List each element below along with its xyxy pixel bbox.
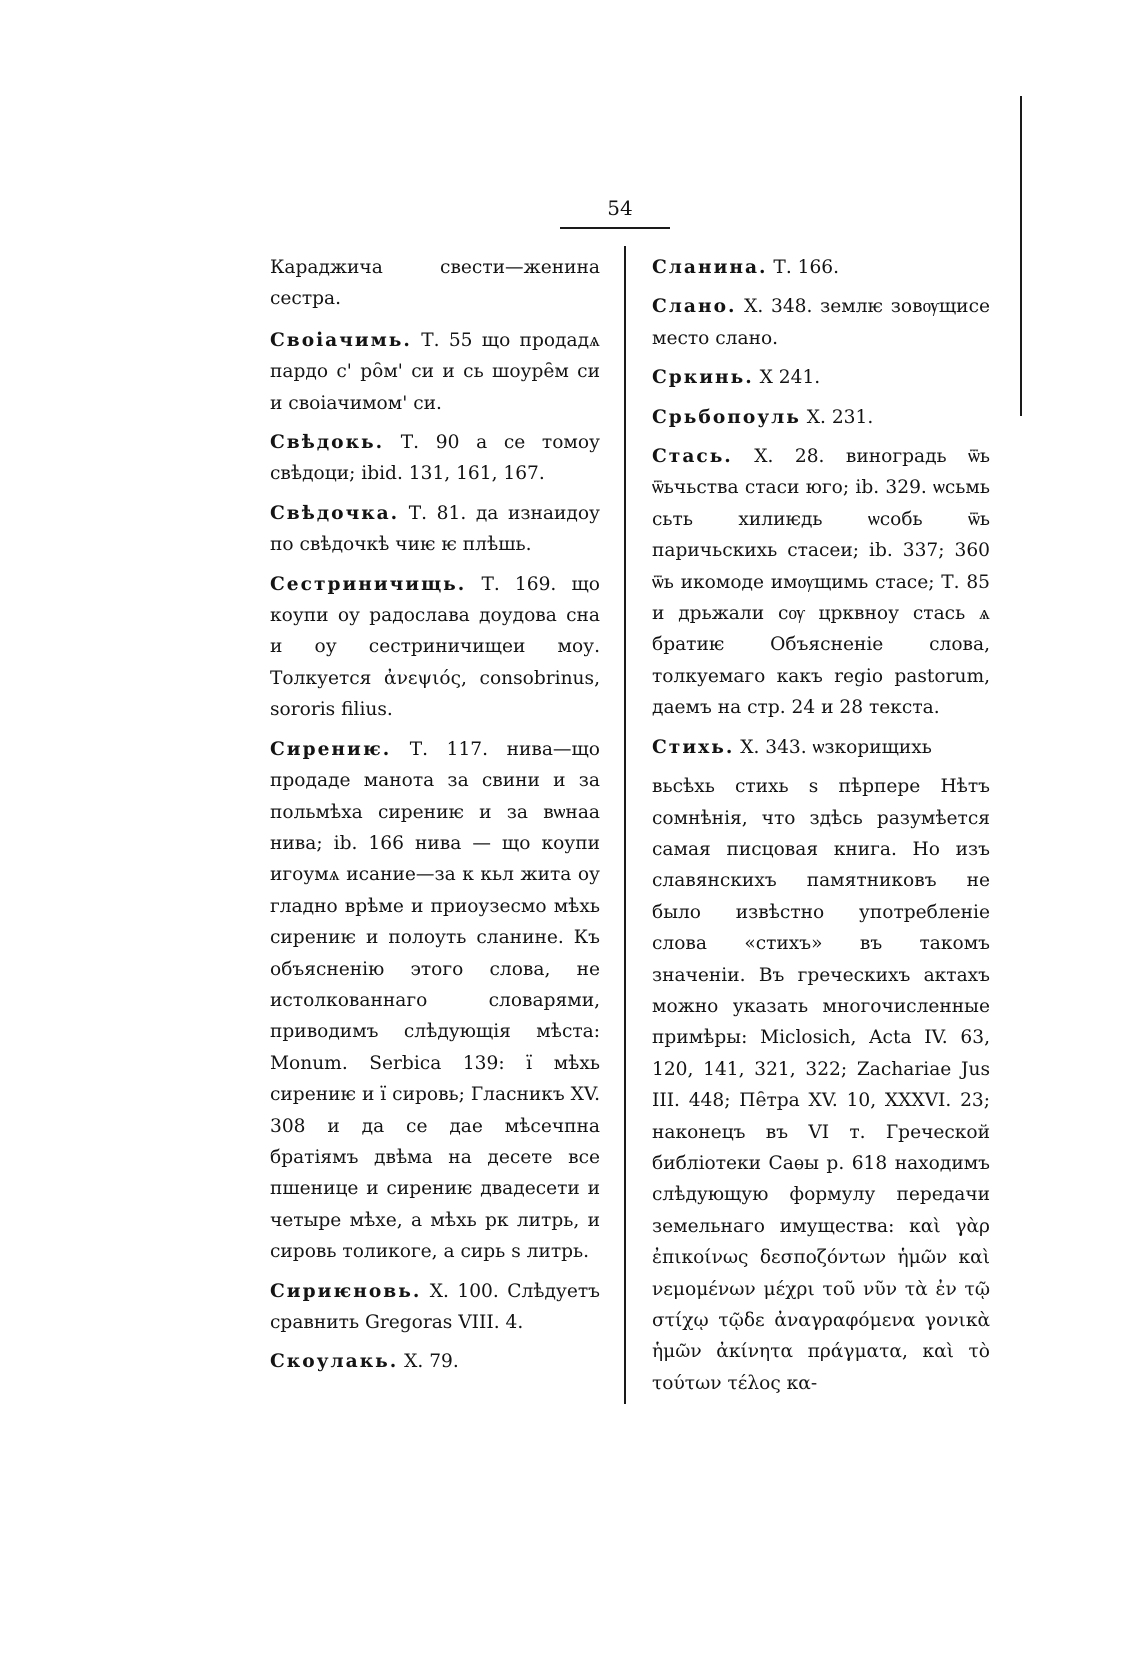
dictionary-entry [652, 362, 990, 393]
dictionary-entry [270, 1276, 600, 1339]
entry-headword: Свѣдокь. [270, 432, 385, 454]
dictionary-entry [652, 402, 990, 433]
entry-text: Т. 166. [773, 257, 840, 278]
entry-headword: Сланина. [652, 257, 768, 278]
header-rule [560, 227, 670, 229]
page-edge-line [1020, 96, 1022, 416]
entry-headword: Сркинь. [652, 367, 754, 389]
dictionary-entry [270, 734, 600, 1268]
entry-headword: Свѣдочка. [270, 502, 400, 524]
dictionary-entry [270, 427, 600, 490]
dictionary-entry [652, 441, 990, 724]
entry-headword: Стась. [652, 446, 733, 468]
entry-headword: Скоулакь. [270, 1351, 399, 1373]
right-column [652, 252, 990, 1409]
dictionary-entry [270, 1346, 600, 1377]
entry-text: Т. 169. що коупи оу радослава доудова сна и оу сестриничищеи моу. Толкуется ἀνεψιός, consobrinus, sororis filius. [270, 573, 600, 721]
entry-text: Т. 81. да изнаидоу по свѣдочкѣ чиѥ ѥ плѣшь. [270, 502, 600, 556]
dictionary-entry [652, 291, 990, 354]
entry-headword: Стихь. [652, 736, 735, 758]
dictionary-entry [270, 569, 600, 726]
entry-text: Х. 348. землѥ зовѹщисе место слано. [652, 296, 990, 349]
dictionary-entry [652, 771, 990, 1399]
entry-text: Т. 55 що продадѧ пардо с' ро̑м' си и сь шоуре̑м си и своіачимом' си. [270, 329, 600, 414]
entry-headword: Сириѥновь. [270, 1280, 422, 1302]
entry-headword: Слано. [652, 296, 737, 318]
entry-text: Т. 117. нива—що продаде манота за свини и за польмѣха сирениѥ и за вѡнаа нива; ib. 166 нива — що коупи игоумѧ исание—за к кьл жита оу гладно врѣме и приоузесмо мѣхь сирениѥ и полоуть сланине. Къ объясненію этого слова, не истолкованнаго словарями, приводимъ слѣдующія мѣста: Monum. Serbica 139: ї мѣхь сирениѥ и ї сировь; Гласникъ XV. 308 и да се дае мѣсечпна братіямъ двѣма на десете все пшенице и сирениѥ двадесети и четыре мѣхе, а мѣхь рк литрь, и сировь толикоге, а сирь ѕ литрь. [270, 738, 600, 1263]
dictionary-entry [652, 732, 990, 763]
entry-text: вьсѣхь стихь ѕ пѣрпере Нѣтъ сомнѣнія, что здѣсь разумѣется самая писцовая книга. Но изъ славянскихъ памятниковъ не было извѣстно употребленіе слова «стихъ» въ такомъ значеніи. Въ греческихъ актахъ можно указать многочисленные примѣры: Miclosich, Acta IV. 63, 120, 141, 321, 322; Zachariae Jus III. 448; Пе̑тра XV. 10, XXXVI. 23; наконецъ въ VI т. Греческой библіотеки Саѳы р. 618 находимъ слѣдующую формулу передачи земельнаго имущества: καὶ γὰρ ἐπικοίνως δεσποζόντων ἡμῶν καὶ νεμομένων μέχρι τοῦ νῦν τὰ ἐν τῷ στίχῳ τῷδε ἀναγραφόμενα γονικὰ ἡμῶν ἀκίνητα πράγματα, καὶ τὸ τούτων τέλος κα- [652, 776, 990, 1394]
entry-text: Х. 28. виноградь ѿь ѿьчьства стаси юго; ib. 329. ѡсьмь сьть хилиѥдь ѡсобь ѿь паричьскихь стасеи; ib. 337; 360 ѿь икомоде имѹщимь стасе; Т. 85 и дрьжали сѹ црквноу стась ѧ братиѥ Объясненіе слова, толкуемаго какъ regio pastorum, даемъ на стр. 24 и 28 текста. [652, 446, 990, 719]
entry-text: Х. 231. [806, 406, 874, 428]
dictionary-entry [270, 325, 600, 419]
entry-headword: Своіачимь. [270, 329, 412, 351]
dictionary-entry [270, 498, 600, 561]
entry-headword: Сестриничищь. [270, 573, 467, 595]
entry-text: Х. 79. [404, 1351, 459, 1373]
entry-headword: Срьбопоуль [652, 406, 801, 428]
dictionary-entry [652, 252, 990, 283]
entry-text: Х 241. [759, 367, 821, 389]
entry-text: Х. 100. Слѣдуетъ сравнить Gregoras VIII. 4. [270, 1280, 600, 1333]
page-number: 54 [607, 196, 633, 220]
entry-text: Х. 343. ѡзкорищихь [740, 736, 932, 758]
column-divider [624, 246, 626, 1404]
left-column [270, 252, 600, 1386]
entry-text: Т. 90 а се томоу свѣдоци; ibid. 131, 161, 167. [270, 432, 600, 485]
entry-text: Караджича свести—женина сестра. [270, 257, 600, 310]
entry-headword: Сирениѥ. [270, 738, 392, 760]
dictionary-entry [270, 252, 600, 315]
